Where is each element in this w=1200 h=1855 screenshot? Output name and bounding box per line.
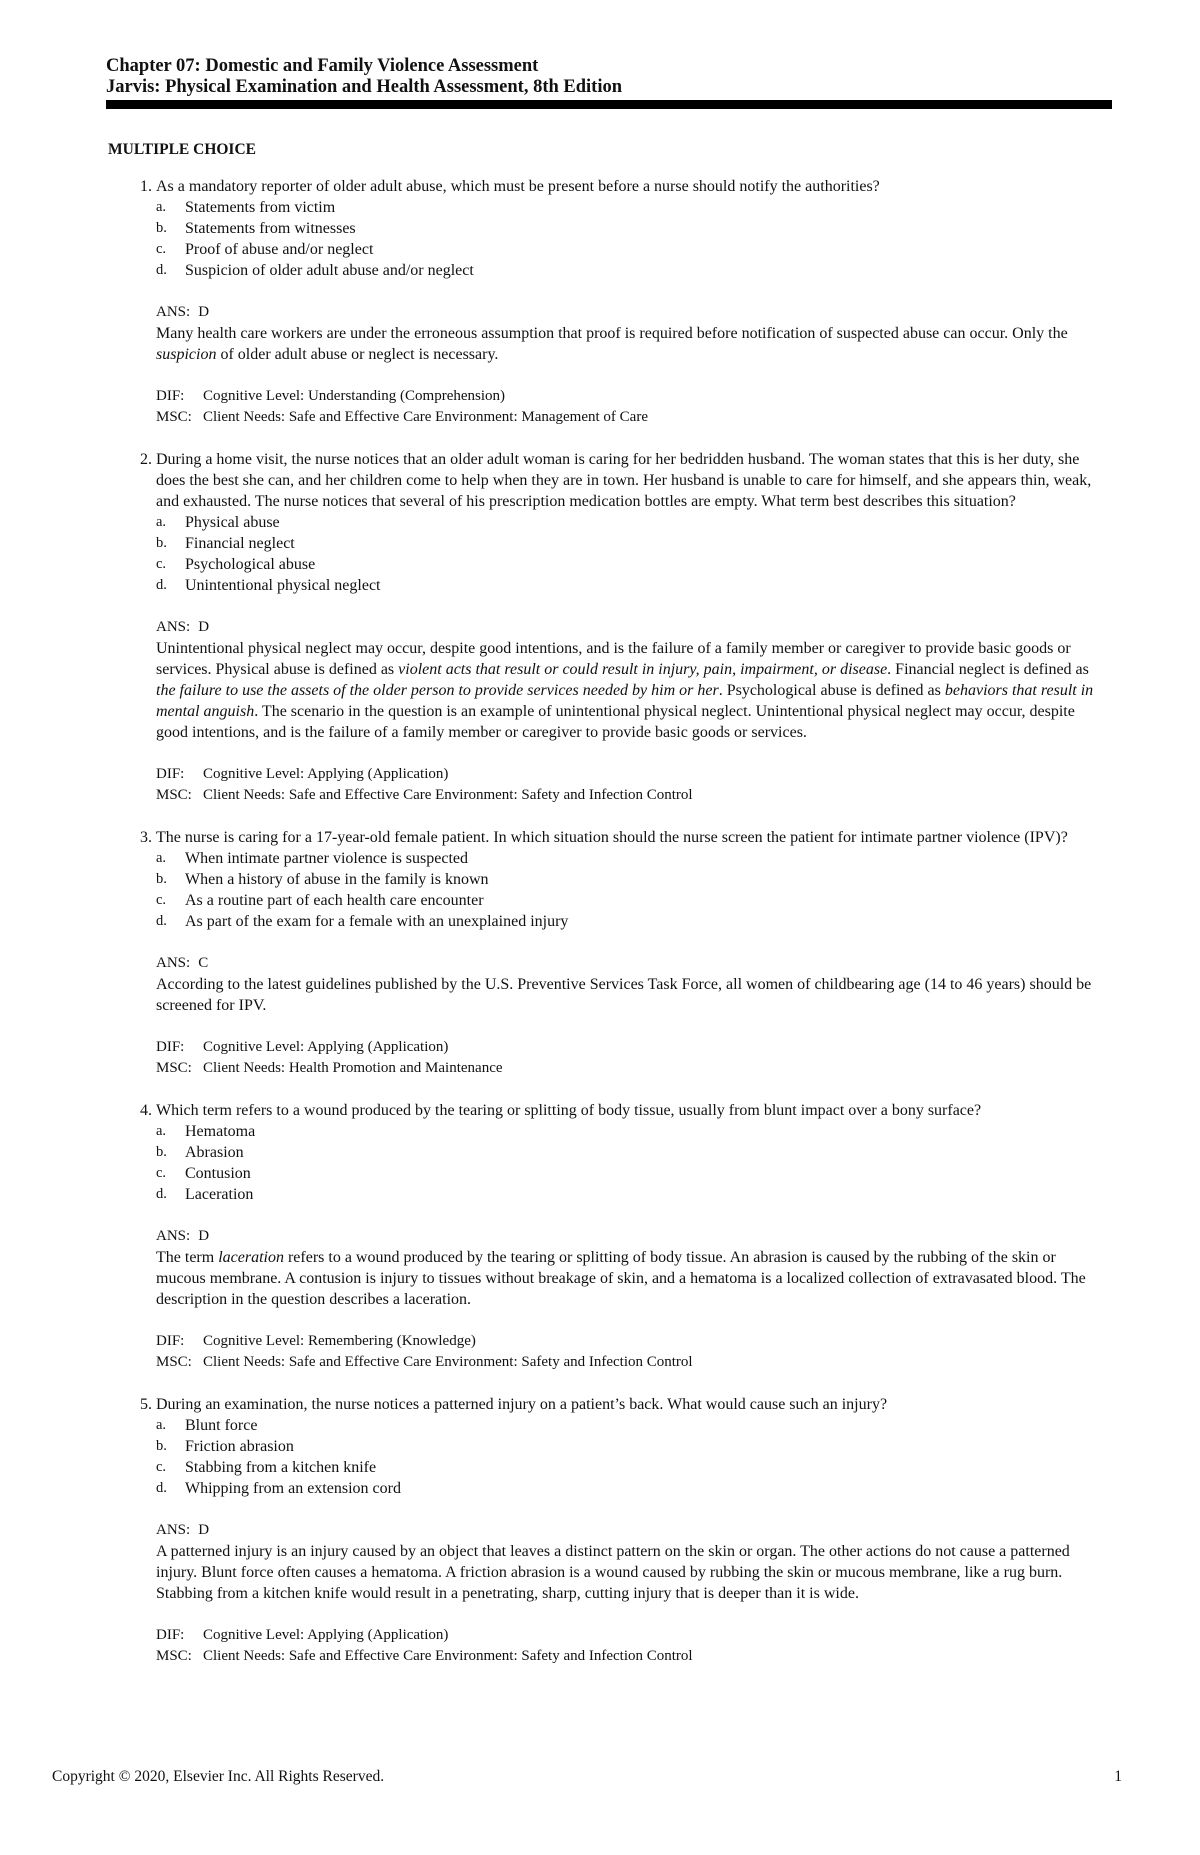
option-letter: d. — [156, 1480, 167, 1496]
option-text: Whipping from an extension cord — [185, 1480, 401, 1497]
option-text: As part of the exam for a female with an unexplained injury — [185, 913, 569, 930]
answer-label: ANS: — [156, 619, 191, 635]
rationale-segment: Many health care workers are under the erroneous assumption that proof is required before notification of suspected abuse can occur. Only the — [156, 325, 1068, 342]
question-stem: During a home visit, the nurse notices that an older adult woman is caring for her bedridden husband. The woman states that this is her duty, she does the best she can, and her children come to help when they are in town. Her husband is unable to care for himself, and she appears thin, weak, and exhausted. The nurse notices that several of his prescription medication bottles are empty. What term best describes this situation? — [156, 451, 1092, 510]
answer-option — [156, 911, 1108, 932]
rationale-segment: of older adult abuse or neglect is necessary. — [216, 346, 499, 363]
rationale-emphasis: behaviors that result in mental anguish — [156, 682, 1094, 720]
option-text: Physical abuse — [185, 514, 280, 531]
rationale-text — [156, 323, 1108, 365]
difficulty-label: DIF: — [156, 766, 185, 782]
question-item — [108, 1100, 1108, 1373]
section-title: MULTIPLE CHOICE — [108, 141, 256, 158]
option-letter: b. — [156, 1144, 167, 1160]
difficulty-value: Cognitive Level: Understanding (Comprehension) — [203, 388, 506, 404]
rationale-text — [156, 974, 1108, 1016]
difficulty-row — [156, 764, 1108, 785]
answer-option — [156, 554, 1108, 575]
question-metadata — [156, 764, 1108, 806]
option-letter: c. — [156, 241, 167, 257]
answer-option — [156, 1415, 1108, 1436]
rationale-emphasis: the failure to use the assets of the older person to provide services needed by him or her — [156, 682, 719, 699]
difficulty-row — [156, 1037, 1108, 1058]
answer-key — [156, 302, 1108, 323]
answer-options — [156, 1415, 1108, 1499]
client-needs-row — [156, 1352, 1108, 1373]
answer-value: D — [198, 1228, 210, 1244]
rationale-segment: refers to a wound produced by the tearing or splitting of body tissue. An abrasion is caused by the rubbing of the skin or mucous membrane. A contusion is injury to tissues without breakage of skin, and a hematoma is a localized collection of extravasated blood. The description in the question describes a laceration. — [156, 1249, 1086, 1308]
answer-options — [156, 512, 1108, 596]
option-letter: c. — [156, 1459, 167, 1475]
option-letter: b. — [156, 535, 167, 551]
client-needs-row — [156, 407, 1108, 428]
client-needs-value: Client Needs: Safe and Effective Care Environment: Management of Care — [203, 409, 648, 425]
answer-block — [156, 302, 1108, 365]
answer-key — [156, 1226, 1108, 1247]
question-number: 2. — [140, 451, 152, 468]
rationale-text — [156, 1247, 1108, 1310]
difficulty-value: Cognitive Level: Applying (Application) — [203, 766, 449, 782]
option-text: Contusion — [185, 1165, 251, 1182]
option-text: Statements from witnesses — [185, 220, 356, 237]
option-text: Unintentional physical neglect — [185, 577, 381, 594]
answer-label: ANS: — [156, 304, 191, 320]
answer-value: D — [198, 619, 210, 635]
rationale-segment: . The scenario in the question is an example of unintentional physical neglect. Unintentional physical neglect may occur, despite good intentions, and is the failure of a family member or caregiver to provide basic goods or services. — [156, 703, 1075, 741]
option-text: Hematoma — [185, 1123, 256, 1140]
rationale-text — [156, 1541, 1108, 1604]
question-item — [108, 827, 1108, 1079]
client-needs-value: Client Needs: Safe and Effective Care Environment: Safety and Infection Control — [203, 1648, 693, 1664]
rationale-segment: . Financial neglect is defined as — [887, 661, 1089, 678]
answer-option — [156, 1478, 1108, 1499]
answer-value: C — [198, 955, 209, 971]
client-needs-label: MSC: — [156, 1060, 192, 1076]
option-text: When intimate partner violence is suspected — [185, 850, 469, 867]
option-letter: d. — [156, 1186, 167, 1202]
answer-options — [156, 197, 1108, 281]
rationale-text — [156, 638, 1108, 743]
question-metadata — [156, 1331, 1108, 1373]
answer-option — [156, 512, 1108, 533]
answer-option — [156, 890, 1108, 911]
difficulty-row — [156, 1331, 1108, 1352]
option-text: Laceration — [185, 1186, 254, 1203]
rationale-emphasis: laceration — [218, 1249, 284, 1266]
option-text: Financial neglect — [185, 535, 295, 552]
book-title: Jarvis: Physical Examination and Health Assessment, 8th Edition — [106, 77, 623, 97]
rationale-segment: The term — [156, 1249, 219, 1266]
answer-option — [156, 1142, 1108, 1163]
client-needs-label: MSC: — [156, 1648, 192, 1664]
answer-label: ANS: — [156, 955, 191, 971]
client-needs-value: Client Needs: Safe and Effective Care Environment: Safety and Infection Control — [203, 787, 693, 803]
rationale-segment: According to the latest guidelines published by the U.S. Preventive Services Task Force, all women of childbearing age (14 to 46 years) should be screened for IPV. — [156, 976, 1092, 1014]
option-letter: c. — [156, 556, 167, 572]
option-text: When a history of abuse in the family is known — [185, 871, 489, 888]
answer-value: D — [198, 304, 210, 320]
page-number: 1 — [1114, 1768, 1122, 1785]
option-text: Stabbing from a kitchen knife — [185, 1459, 377, 1476]
option-text: Psychological abuse — [185, 556, 316, 573]
client-needs-row — [156, 1646, 1108, 1667]
question-stem: Which term refers to a wound produced by the tearing or splitting of body tissue, usually from blunt impact over a bony surface? — [156, 1102, 982, 1119]
difficulty-value: Cognitive Level: Applying (Application) — [203, 1039, 449, 1055]
question-number: 5. — [140, 1396, 152, 1413]
option-text: Proof of abuse and/or neglect — [185, 241, 374, 258]
answer-label: ANS: — [156, 1522, 191, 1538]
answer-block — [156, 953, 1108, 1016]
option-text: Abrasion — [185, 1144, 244, 1161]
question-stem: As a mandatory reporter of older adult abuse, which must be present before a nurse should notify the authorities? — [156, 178, 880, 195]
answer-option — [156, 1163, 1108, 1184]
answer-value: D — [198, 1522, 210, 1538]
answer-option — [156, 1457, 1108, 1478]
answer-option — [156, 533, 1108, 554]
client-needs-label: MSC: — [156, 409, 192, 425]
answer-option — [156, 1436, 1108, 1457]
question-metadata — [156, 386, 1108, 428]
client-needs-row — [156, 785, 1108, 806]
rationale-emphasis: violent acts that result or could result in injury, pain, impairment, or disease — [398, 661, 888, 678]
chapter-title: Chapter 07: Domestic and Family Violence Assessment — [106, 56, 539, 76]
client-needs-label: MSC: — [156, 787, 192, 803]
difficulty-label: DIF: — [156, 1039, 185, 1055]
client-needs-value: Client Needs: Safe and Effective Care Environment: Safety and Infection Control — [203, 1354, 693, 1370]
question-number: 3. — [140, 829, 152, 846]
option-letter: d. — [156, 577, 167, 593]
rationale-emphasis: suspicion — [156, 346, 217, 363]
difficulty-label: DIF: — [156, 1627, 185, 1643]
option-letter: b. — [156, 220, 167, 236]
option-letter: a. — [156, 850, 167, 866]
answer-key — [156, 953, 1108, 974]
answer-option — [156, 218, 1108, 239]
answer-option — [156, 239, 1108, 260]
rationale-segment: Unintentional physical neglect may occur, despite good intentions, and is the failure of a family member or caregiver to provide basic goods or services. Physical abuse is defined as — [156, 640, 1071, 678]
question-item — [108, 449, 1108, 806]
header-rule — [106, 100, 1112, 109]
question-metadata — [156, 1037, 1108, 1079]
answer-option — [156, 197, 1108, 218]
client-needs-row — [156, 1058, 1108, 1079]
option-text: As a routine part of each health care encounter — [185, 892, 484, 909]
answer-options — [156, 1121, 1108, 1205]
answer-option — [156, 869, 1108, 890]
option-letter: a. — [156, 514, 167, 530]
difficulty-label: DIF: — [156, 1333, 185, 1349]
option-letter: a. — [156, 1123, 167, 1139]
question-stem: During an examination, the nurse notices a patterned injury on a patient’s back. What would cause such an injury? — [156, 1396, 888, 1413]
question-list — [108, 176, 1108, 1688]
option-text: Friction abrasion — [185, 1438, 294, 1455]
copyright-notice: Copyright © 2020, Elsevier Inc. All Rights Reserved. — [52, 1768, 385, 1785]
answer-option — [156, 1121, 1108, 1142]
answer-option — [156, 848, 1108, 869]
question-number: 1. — [140, 178, 152, 195]
answer-options — [156, 848, 1108, 932]
option-letter: c. — [156, 1165, 167, 1181]
question-number: 4. — [140, 1102, 152, 1119]
question-metadata — [156, 1625, 1108, 1667]
client-needs-label: MSC: — [156, 1354, 192, 1370]
question-item — [108, 176, 1108, 428]
option-letter: d. — [156, 913, 167, 929]
answer-block — [156, 617, 1108, 743]
option-text: Statements from victim — [185, 199, 336, 216]
difficulty-row — [156, 1625, 1108, 1646]
answer-block — [156, 1226, 1108, 1310]
answer-label: ANS: — [156, 1228, 191, 1244]
client-needs-value: Client Needs: Health Promotion and Maintenance — [203, 1060, 503, 1076]
option-letter: a. — [156, 1417, 167, 1433]
question-stem: The nurse is caring for a 17-year-old female patient. In which situation should the nurse screen the patient for intimate partner violence (IPV)? — [156, 829, 1068, 846]
option-letter: a. — [156, 199, 167, 215]
rationale-segment: A patterned injury is an injury caused by an object that leaves a distinct pattern on the skin or organ. The other actions do not cause a patterned injury. Blunt force often causes a hematoma. A friction abrasion is a wound caused by rubbing the skin or mucous membrane, like a rug burn. Stabbing from a kitchen knife would result in a penetrating, sharp, cutting injury that is deeper than it is wide. — [156, 1543, 1070, 1602]
option-text: Blunt force — [185, 1417, 258, 1434]
answer-key — [156, 1520, 1108, 1541]
answer-key — [156, 617, 1108, 638]
option-letter: b. — [156, 871, 167, 887]
rationale-segment: . Psychological abuse is defined as — [718, 682, 945, 699]
difficulty-label: DIF: — [156, 388, 185, 404]
answer-option — [156, 1184, 1108, 1205]
option-text: Suspicion of older adult abuse and/or neglect — [185, 262, 474, 279]
option-letter: c. — [156, 892, 167, 908]
answer-option — [156, 575, 1108, 596]
page-header — [106, 56, 1111, 98]
difficulty-row — [156, 386, 1108, 407]
option-letter: b. — [156, 1438, 167, 1454]
difficulty-value: Cognitive Level: Applying (Application) — [203, 1627, 449, 1643]
question-item — [108, 1394, 1108, 1667]
difficulty-value: Cognitive Level: Remembering (Knowledge) — [203, 1333, 476, 1349]
answer-block — [156, 1520, 1108, 1604]
answer-option — [156, 260, 1108, 281]
option-letter: d. — [156, 262, 167, 278]
